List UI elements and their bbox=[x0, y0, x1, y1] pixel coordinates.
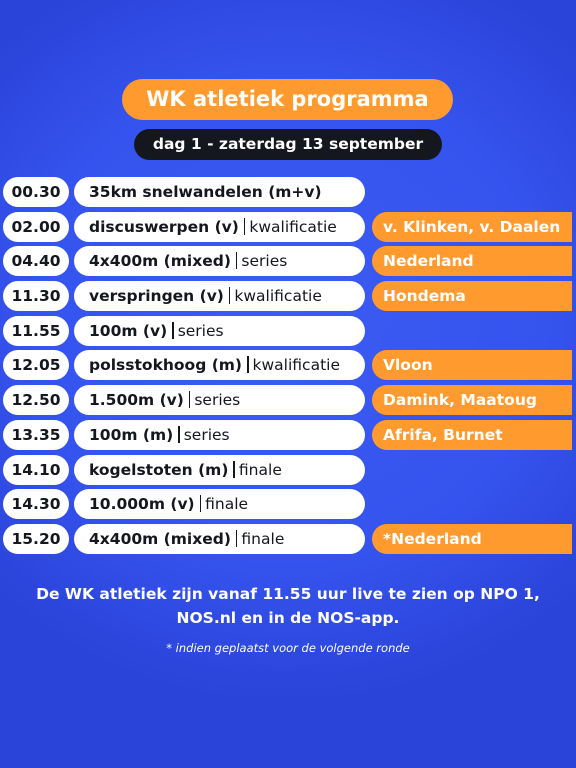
event-name: kogelstoten (m) bbox=[89, 460, 229, 479]
separator bbox=[244, 218, 246, 235]
separator bbox=[233, 461, 235, 478]
event-pill bbox=[74, 246, 365, 276]
event-time: 12.05 bbox=[3, 350, 69, 380]
event-name: 1.500m (v) bbox=[89, 391, 184, 410]
event-name: 10.000m (v) bbox=[89, 495, 195, 514]
event-time: 15.20 bbox=[3, 524, 69, 554]
separator bbox=[200, 495, 202, 512]
page-title: WK atletiek programma bbox=[122, 79, 453, 120]
event-name: 4x400m (mixed) bbox=[89, 529, 231, 548]
event-name: verspringen (v) bbox=[89, 287, 224, 306]
athletes-tag: Nederland bbox=[372, 246, 572, 276]
event-pill bbox=[74, 385, 365, 415]
schedule-row bbox=[0, 281, 576, 311]
event-pill bbox=[74, 177, 365, 207]
event-phase: finale bbox=[241, 529, 285, 548]
event-pill bbox=[74, 489, 365, 519]
schedule-row bbox=[0, 420, 576, 450]
date-subtitle: dag 1 - zaterdag 13 september bbox=[134, 129, 442, 160]
schedule-row bbox=[0, 350, 576, 380]
separator bbox=[172, 322, 174, 339]
athletes-tag: Afrifa, Burnet bbox=[372, 420, 572, 450]
schedule-list bbox=[0, 177, 576, 559]
event-pill bbox=[74, 524, 365, 554]
event-pill bbox=[74, 281, 365, 311]
event-phase: kwalificatie bbox=[252, 356, 340, 375]
event-name: 4x400m (mixed) bbox=[89, 252, 231, 271]
separator bbox=[236, 252, 238, 269]
separator bbox=[247, 356, 249, 373]
event-phase: kwalificatie bbox=[234, 287, 322, 306]
schedule-row bbox=[0, 246, 576, 276]
event-time: 12.50 bbox=[3, 385, 69, 415]
schedule-row bbox=[0, 524, 576, 554]
event-time: 14.30 bbox=[3, 489, 69, 519]
event-name: 35km snelwandelen (m+v) bbox=[89, 183, 322, 201]
event-time: 04.40 bbox=[3, 246, 69, 276]
event-phase: series bbox=[194, 391, 241, 410]
event-time: 00.30 bbox=[3, 177, 69, 207]
event-time: 13.35 bbox=[3, 420, 69, 450]
event-time: 11.55 bbox=[3, 316, 69, 346]
event-pill bbox=[74, 455, 365, 485]
athletes-tag: Damink, Maatoug bbox=[372, 385, 572, 415]
broadcast-info: De WK atletiek zijn vanaf 11.55 uur live te zien op NPO 1, NOS.nl en in de NOS-app. bbox=[36, 585, 540, 627]
event-pill bbox=[74, 212, 365, 242]
footnote: * indien geplaatst voor de volgende ronde bbox=[166, 641, 410, 655]
schedule-row bbox=[0, 455, 576, 485]
event-time: 02.00 bbox=[3, 212, 69, 242]
event-phase: series bbox=[241, 252, 288, 271]
event-phase: finale bbox=[238, 460, 282, 479]
schedule-row bbox=[0, 177, 576, 207]
event-time: 11.30 bbox=[3, 281, 69, 311]
separator bbox=[229, 287, 231, 304]
schedule-row bbox=[0, 489, 576, 519]
separator bbox=[178, 426, 180, 443]
athletes-tag: Hondema bbox=[372, 281, 572, 311]
event-name: 100m (m) bbox=[89, 425, 174, 444]
event-phase: kwalificatie bbox=[249, 217, 337, 236]
event-time: 14.10 bbox=[3, 455, 69, 485]
schedule-row bbox=[0, 212, 576, 242]
event-pill bbox=[74, 420, 365, 450]
schedule-row bbox=[0, 316, 576, 346]
athletes-tag: Vloon bbox=[372, 350, 572, 380]
event-phase: series bbox=[177, 321, 224, 340]
separator bbox=[236, 530, 238, 547]
event-name: polsstokhoog (m) bbox=[89, 356, 243, 375]
schedule-row bbox=[0, 385, 576, 415]
event-name: 100m (v) bbox=[89, 321, 168, 340]
athletes-tag: *Nederland bbox=[372, 524, 572, 554]
athletes-tag: v. Klinken, v. Daalen bbox=[372, 212, 572, 242]
event-phase: series bbox=[183, 425, 230, 444]
event-pill bbox=[74, 316, 365, 346]
event-name: discuswerpen (v) bbox=[89, 217, 239, 236]
separator bbox=[189, 391, 191, 408]
event-phase: finale bbox=[205, 495, 249, 514]
event-pill bbox=[74, 350, 365, 380]
